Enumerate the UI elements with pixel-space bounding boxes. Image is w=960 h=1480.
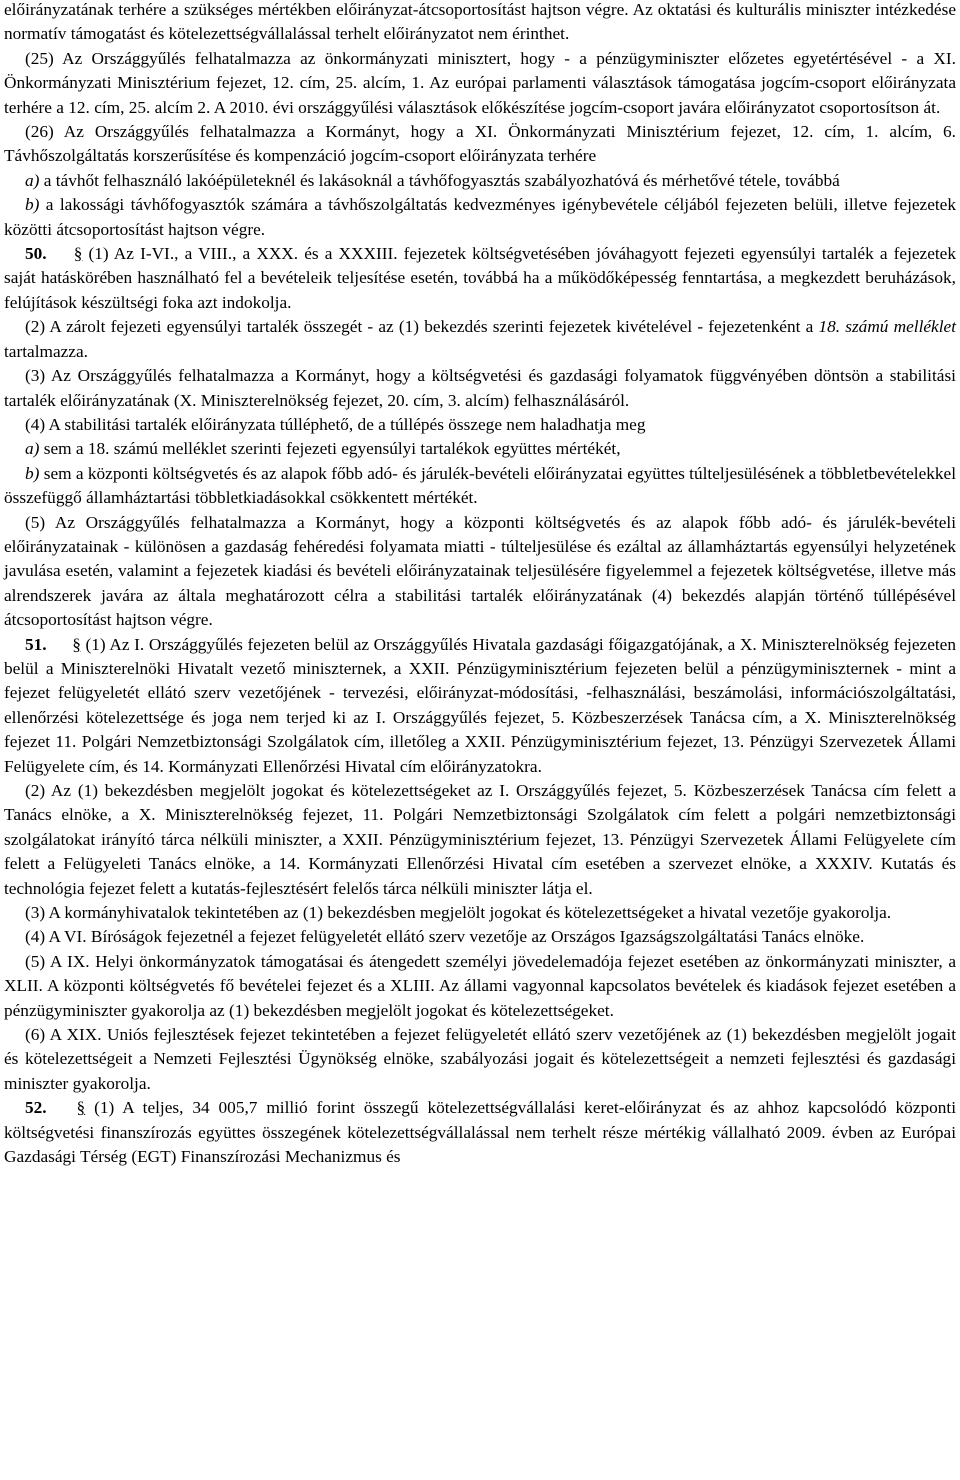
paragraph-text: (5) Az Országgyűlés felhatalmazza a Kormányt, hogy a központi költségvetés és az alapok főbb adó- és járulék-bevételi előirányzatainak - különösen a gazdaság fehéredési folyamata miatti - túlteljesülése és ezáltal az államháztartás egyensúlyi helyzetének javulása esetén, valamint a fejezetek kiadási és bevételi előirányzatainak teljesülésére figyelemmel a fejezetek költségvetése, illetve más alrendszerek javára az általa meghatározott célra a stabilitási tartalék előirányzatának (4) bekezdés alapján történő túllépésével átcsoportosítást hajtson végre. bbox=[4, 512, 956, 630]
paragraph bbox=[4, 242, 956, 315]
paragraph-text: (25) Az Országgyűlés felhatalmazza az önkormányzati minisztert, hogy - a pénzügyminiszter előzetes egyetértésével - a XI. Önkormányzati Minisztérium fejezet, 12. cím, 25. alcím, 1. Az európai parlamenti választások támogatása jogcím-csoport előirányzata terhére a 12. cím, 25. alcím 2. A 2010. évi országgyűlési választások előkészítése jogcím-csoport javára előirányzatot csoportosítson át. bbox=[4, 48, 956, 117]
paragraph bbox=[4, 315, 956, 364]
section-sign: § bbox=[73, 244, 83, 264]
section-sign: § bbox=[76, 1098, 86, 1118]
paragraph-text: (4) A stabilitási tartalék előirányzata túlléphető, de a túllépés összege nem haladhatja meg bbox=[25, 414, 646, 434]
paragraph-text: (3) Az Országgyűlés felhatalmazza a Kormányt, hogy a költségvetési és gazdasági folyamatok függvényében döntsön a stabilitási tartalék előirányzatának (X. Miniszterelnökség fejezet, 20. cím, 3. alcím) felhasználásáról. bbox=[4, 366, 956, 410]
paragraph bbox=[4, 169, 956, 193]
italic-text: b) bbox=[25, 195, 40, 215]
paragraph bbox=[4, 0, 956, 47]
paragraph-text: sem a központi költségvetés és az alapok főbb adó- és járulék-bevételi előirányzatai együttes túlteljesülésének a többletbevételekkel összefüggő államháztartási többletkiadásokkal csökkentett mértékét. bbox=[4, 463, 956, 508]
document-body bbox=[4, 0, 956, 1170]
paragraph-text: (2) Az (1) bekezdésben megjelölt jogokat és kötelezettségeket az I. Országgyűlés fejezet, 5. Közbeszerzések Tanácsa cím felett a Tanács elnöke, a X. Miniszterelnökség fejezet, 11. Polgári Nemzetbiztonsági Szolgálatok cím felett a polgári nemzetbiztonsági szolgálatokat irányító tárca nélküli miniszter, a XXII. Pénzügyminisztérium fejezet, 13. Pénzügyi Szervezetek Állami Felügyelete cím felett a Felügyeleti Tanács elnöke, a 14. Kormányzati Ellenőrzési Hivatal cím esetében a szervezet elnöke, a XXXIV. Kutatás és technológia fejezet felett a kutatás-fejlesztésért felelős tárca nélküli miniszter látja el. bbox=[4, 781, 956, 898]
paragraph-text: előirányzatának terhére a szükséges mértékben előirányzat-átcsoportosítást hajtson végre. Az oktatási és kulturális miniszter intézkedése normatív támogatást és kötelezettségvállalással terhelt előirányzatot nem érinthet. bbox=[4, 0, 956, 44]
paragraph-text: (1) Az I-VI., a VIII., a XXX. és a XXXIII. fejezetek költségvetésében jóváhagyott fejezeti egyensúlyi tartalék a fejezetek saját hatáskörében használható fel a bevételeik teljesítése esetén, továbbá ha a működőképesség fenntartása, a megkezdett beruházások, felújítások készültségi foka azt indokolja. bbox=[4, 244, 956, 312]
paragraph-text: (6) A XIX. Uniós fejlesztések fejezet tekintetében a fejezet felügyeletét ellátó szerv vezetőjének az (1) bekezdésben megjelölt jogait és kötelezettségeit a Nemzeti Fejlesztési Ügynökség elnöke, szabályozási jogait és kötelezettségeit a nemzeti fejlesztési és gazdasági miniszter gyakorolja. bbox=[4, 1025, 956, 1093]
paragraph-text: tartalmazza. bbox=[4, 341, 88, 361]
paragraph bbox=[4, 511, 956, 633]
paragraph-text bbox=[47, 1098, 56, 1117]
paragraph bbox=[4, 462, 956, 511]
section-sign: § bbox=[72, 634, 81, 654]
paragraph-text: (26) Az Országgyűlés felhatalmazza a Kormányt, hogy a XI. Önkormányzati Minisztérium fejezet, 12. cím, 1. alcím, 6. Távhőszolgáltatás korszerűsítése és kompenzáció jogcím-csoport előirányzata terhére bbox=[4, 122, 956, 166]
paragraph-text: a lakossági távhőfogyasztók számára a távhőszolgáltatás kedvezményes igénybevétele céljából fejezeten belüli, illetve fejezetek közötti átcsoportosítást hajtson végre. bbox=[4, 195, 956, 239]
paragraph bbox=[4, 950, 956, 1023]
paragraph-text: (1) A teljes, 34 005,7 millió forint összegű kötelezettségvállalási keret-előirányzat és az ahhoz kapcsolódó központi költségvetési finanszírozás együttes összegének kötelezettségvállalással nem terhelt része mértékig vállalható 2009. évben az Európai Gazdasági Térség (EGT) Finanszírozási Mechanizmus és bbox=[4, 1098, 956, 1167]
paragraph bbox=[4, 120, 956, 169]
paragraph bbox=[4, 1023, 956, 1096]
paragraph-text: sem a 18. számú melléklet szerinti fejezeti egyensúlyi tartalékok együttes mértékét, bbox=[39, 439, 621, 459]
paragraph bbox=[4, 437, 956, 461]
italic-text: b) bbox=[25, 463, 40, 483]
paragraph-text: (2) A zárolt fejezeti egyensúlyi tartalék összegét - az (1) bekezdés szerinti fejezetek kivételével - fejezetenként a bbox=[25, 317, 819, 337]
paragraph bbox=[4, 779, 956, 901]
paragraph-text: (1) Az I. Országgyűlés fejezeten belül az Országgyűlés Hivatala gazdasági főigazgatójának, a X. Miniszterelnökség fejezeten belül a Miniszterelnöki Hivatalt vezető miniszternek, a XXII. Pénzügyminisztérium fejezeten belül a pénzügyminiszternek - mint a fejezet felügyeletét ellátó szerv vezetőjének - tervezési, előirányzat-módosítási, -felhasználási, beszámolási, információszolgáltatási, ellenőrzési kötelezettsége és joga nem terjed ki az I. Országgyűlés fejezet, 5. Közbeszerzések Tanácsa cím, a X. Miniszterelnökség fejezet 11. Polgári Nemzetbiztonsági Szolgálatok cím, illetőleg a XXII. Pénzügyminisztérium fejezet, 13. Pénzügyi Szervezetek Állami Felügyelete cím, és 14. Kormányzati Ellenőrzési Hivatal cím előirányzatokra. bbox=[4, 634, 956, 776]
section-number: 51. bbox=[25, 634, 47, 654]
paragraph bbox=[4, 413, 956, 437]
paragraph-text: (5) A IX. Helyi önkormányzatok támogatásai és átengedett személyi jövedelemadója fejezet esetében az önkormányzati miniszter, a XLII. A központi költségvetés fő bevételei fejezet és a XLIII. Az állami vagyonnal kapcsolatos bevételek és kiadások fejezet esetében a pénzügyminiszter gyakorolja az (1) bekezdésben megjelölt jogokat és kötelezettségeket. bbox=[4, 951, 956, 1020]
paragraph-text: (4) A VI. Bíróságok fejezetnél a fejezet felügyeletét ellátó szerv vezetője az Országos Igazságszolgáltatási Tanács elnöke. bbox=[25, 927, 865, 947]
paragraph bbox=[4, 1096, 956, 1169]
section-number: 52. bbox=[25, 1098, 47, 1118]
italic-text: a) bbox=[25, 170, 40, 190]
paragraph bbox=[4, 47, 956, 120]
paragraph bbox=[4, 364, 956, 413]
paragraph bbox=[4, 901, 956, 925]
paragraph-text: (3) A kormányhivatalok tekintetében az (1) bekezdésben megjelölt jogokat és kötelezettségeket a hivatal vezetője gyakorolja. bbox=[25, 903, 892, 923]
paragraph bbox=[4, 633, 956, 779]
paragraph-text: a távhőt felhasználó lakóépületeknél és lakásoknál a távhőfogyasztás szabályozhatóvá és mérhetővé tétele, továbbá bbox=[39, 170, 840, 190]
paragraph bbox=[4, 193, 956, 242]
italic-text: 18. számú melléklet bbox=[818, 317, 956, 337]
section-number: 50. bbox=[25, 244, 47, 264]
italic-text: a) bbox=[25, 439, 40, 459]
paragraph bbox=[4, 925, 956, 949]
